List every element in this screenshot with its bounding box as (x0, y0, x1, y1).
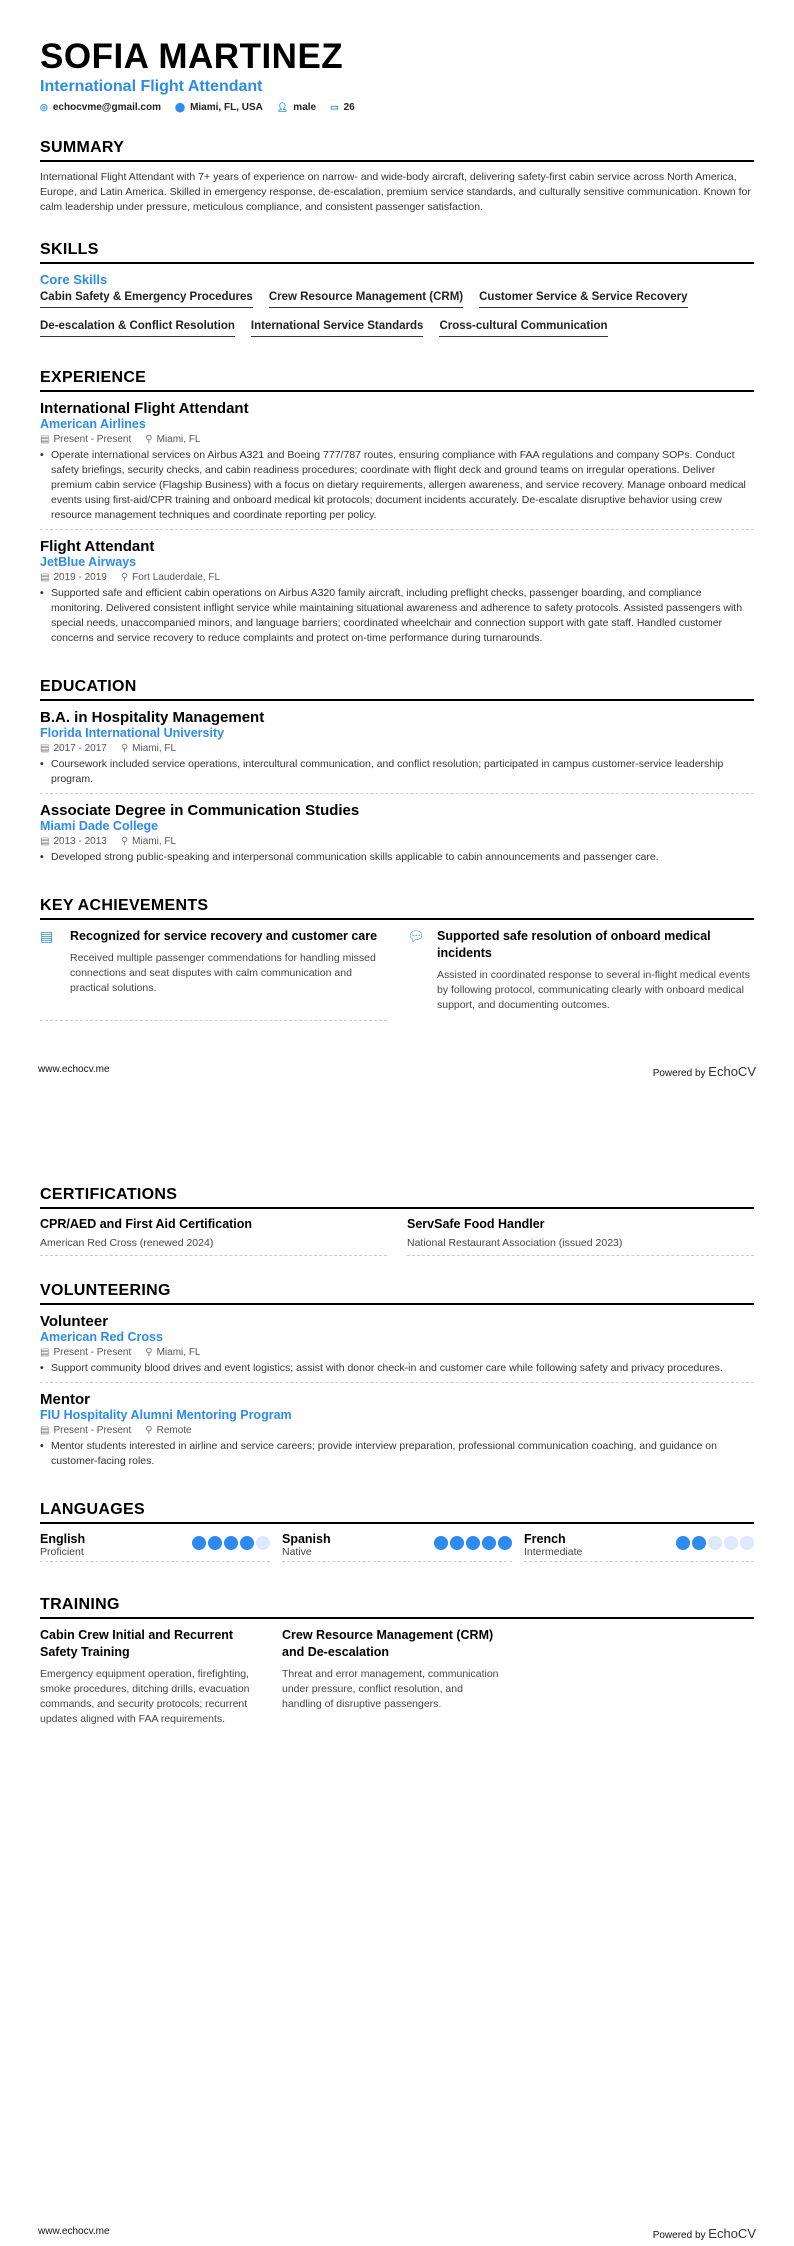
location-pin-icon: ⚲ (145, 1425, 153, 1436)
training-item (282, 1627, 502, 1727)
skill-tag: International Service Standards (251, 320, 424, 337)
bullet-text: Support community blood drives and event logistics; assist with donor check-in and customer care while following safety and privacy procedures. (51, 1362, 723, 1374)
training-section (40, 1596, 754, 1727)
rating-dot (466, 1536, 480, 1550)
section-heading: TRAINING (40, 1596, 754, 1619)
email-icon: ◎ (40, 102, 48, 112)
experience-entry: International Flight Attendant American Airlines ▤ Present - Present ⚲ Miami, FL • Operate international services on Airbus A321 and Boeing 777/787 routes, ensuring compliance with FAA regulations and company SOPs. Conduct safety briefings, security checks, and cabin readiness procedures; coordinate with flight deck and ground teams on irregular operations. Deliver premium cabin service (Flagship Business) with a focus on dietary requirements, allergen awareness, and service recovery. Manage onboard medical events using first-aid/CPR training and onboard medical kit protocols; document incidents accurately. De-escalate disruptive behavior using crew resource management techniques and coordinate reporting per policy. (40, 400, 754, 530)
rating-dot (498, 1536, 512, 1550)
skill-tag: Crew Resource Management (CRM) (269, 291, 463, 308)
rating-dot (482, 1536, 496, 1550)
resume-page-1 (0, 0, 794, 1100)
degree: Associate Degree in Communication Studies (40, 802, 360, 819)
contact-row (40, 102, 754, 113)
rating-dot (192, 1536, 206, 1550)
language-rating (434, 1536, 512, 1558)
calendar-icon: ▤ (40, 434, 50, 445)
rating-dot (240, 1536, 254, 1550)
cert-issuer: American Red Cross (renewed 2024) (40, 1237, 214, 1249)
language-name: Spanish (282, 1532, 331, 1546)
volunteer-role: Mentor (40, 1391, 90, 1408)
section-heading: SKILLS (40, 241, 754, 264)
calendar-icon: ▤ (40, 743, 50, 754)
section-heading: VOLUNTEERING (40, 1282, 754, 1305)
page-footer (38, 2226, 756, 2241)
section-heading: LANGUAGES (40, 1501, 754, 1524)
job-title: Flight Attendant (40, 538, 155, 555)
school-location: Miami, FL (132, 836, 177, 847)
bullet-text: Developed strong public-speaking and interpersonal communication skills applicable to cabin announcements and passenger care. (51, 851, 659, 863)
company: JetBlue Airways (40, 555, 137, 569)
volunteer-entry: Volunteer American Red Cross ▤ Present - Present ⚲ Miami, FL • Support community blood drives and event logistics; assist with donor check-in and customer care while following safety and privacy procedures. (40, 1313, 754, 1383)
certification-item (407, 1217, 754, 1256)
bullet-text: Coursework included service operations, intercultural communication, and conflict resolution; participated in campus customer-service leadership program. (51, 758, 724, 785)
rating-dot (724, 1536, 738, 1550)
languages-section (40, 1501, 754, 1562)
volunteer-entry: Mentor FIU Hospitality Alumni Mentoring Program ▤ Present - Present ⚲ Remote • Mentor students interested in airline and service careers; provide interview preparation, professional communication coaching, and guidance on customer-facing roles. (40, 1391, 754, 1475)
achievement-text: Received multiple passenger commendations for handling missed connections and seat disputes with calm communication and practical solutions. (70, 952, 376, 994)
rating-dot (256, 1536, 270, 1550)
location-pin-icon: ⚲ (145, 1347, 153, 1358)
organization: FIU Hospitality Alumni Mentoring Program (40, 1408, 292, 1422)
calendar-icon: ▭ (330, 102, 339, 112)
chat-icon: 💬︎ (407, 928, 425, 944)
training-item (40, 1627, 260, 1727)
skill-group-title: Core Skills (40, 272, 108, 287)
candidate-name: SOFIA MARTINEZ (40, 37, 344, 76)
cert-title: ServSafe Food Handler (407, 1217, 545, 1231)
language-level: Intermediate (524, 1546, 583, 1558)
dates: 2019 - 2019 (53, 572, 107, 583)
skill-tag: Cabin Safety & Emergency Procedures (40, 291, 253, 308)
archive-icon: ▤ (40, 928, 54, 944)
email[interactable]: echocvme@gmail.com (52, 102, 161, 113)
age: 26 (343, 102, 355, 113)
volunteer-location: Miami, FL (156, 1347, 201, 1358)
job-title: International Flight Attendant (40, 400, 249, 417)
language-rating (676, 1536, 754, 1558)
training-text: Threat and error management, communication under pressure, conflict resolution, and handling of disruptive passengers. (282, 1668, 499, 1710)
training-text: Emergency equipment operation, firefighting, smoke procedures, ditching drills, evacuation commands, and security protocols; recurrent updates aligned with FAA requirements. (40, 1668, 250, 1725)
rating-dot (676, 1536, 690, 1550)
language-item (524, 1532, 754, 1562)
achievement-title: Supported safe resolution of onboard medical incidents (437, 929, 711, 960)
skill-tag: Cross-cultural Communication (439, 320, 607, 337)
cert-issuer: National Restaurant Association (issued 2023) (407, 1237, 623, 1249)
gender: male (293, 102, 317, 113)
language-name: English (40, 1532, 86, 1546)
volunteer-location: Remote (156, 1425, 192, 1436)
section-heading: CERTIFICATIONS (40, 1186, 754, 1209)
language-level: Proficient (40, 1546, 84, 1558)
location: Miami, FL, USA (190, 102, 263, 113)
organization: American Red Cross (40, 1330, 163, 1344)
education-section (40, 678, 754, 871)
rating-dot (692, 1536, 706, 1550)
calendar-icon: ▤ (40, 1425, 50, 1436)
company: American Airlines (40, 417, 146, 431)
summary-section (40, 139, 754, 215)
page-footer (38, 1064, 756, 1079)
section-heading: SUMMARY (40, 139, 754, 162)
certifications-section (40, 1186, 754, 1256)
rating-dot (434, 1536, 448, 1550)
location-pin-icon: ⚲ (120, 836, 129, 847)
footer-powered: Powered by (652, 2230, 706, 2241)
experience-entry: Flight Attendant JetBlue Airways ▤ 2019 - 2019 ⚲ Fort Lauderdale, FL • Supported safe and efficient cabin operations on Airbus A320 family aircraft, including preflight checks, passenger boarding, and compliance monitoring. Delivered consistent inflight service while maintaining situational awareness and adherence to safety protocols. Assisted passengers with special needs, unaccompanied minors, and language barriers; coordinated wheelchair and connection support with gate staff. Handled customer concerns and service recovery to reduce complaints and protect on-time performance during turnarounds. (40, 538, 754, 652)
skills-section (40, 241, 754, 343)
location-pin-icon: ⚲ (120, 743, 129, 754)
rating-dot (708, 1536, 722, 1550)
calendar-icon: ▤ (40, 836, 50, 847)
achievement-text: Assisted in coordinated response to several in-flight medical events by following protocol, communicating clearly with onboard medical support, and documenting outcomes. (437, 969, 750, 1011)
education-entry: Associate Degree in Communication Studies Miami Dade College ▤ 2013 - 2013 ⚲ Miami, FL • Developed strong public-speaking and interpersonal communication skills applicable to cabin announcements and passenger care. (40, 802, 754, 871)
location-icon: ⬤ (174, 102, 186, 112)
school-location: Miami, FL (132, 743, 177, 754)
bullet-text: Mentor students interested in airline and service careers; provide interview preparation, professional communication coaching, and guidance on customer-facing roles. (51, 1440, 717, 1467)
calendar-icon: ▤ (40, 572, 50, 583)
location-pin-icon: ⚲ (120, 572, 129, 583)
achievements-section (40, 897, 754, 1021)
language-item (282, 1532, 512, 1562)
footer-powered: Powered by (652, 1068, 706, 1079)
education-entry: B.A. in Hospitality Management Florida International University ▤ 2017 - 2017 ⚲ Miami, FL • Coursework included service operations, intercultural communication, and conflict resolution; participated in campus customer-service leadership program. (40, 709, 754, 794)
achievement-title: Recognized for service recovery and customer care (70, 929, 378, 943)
dates: 2017 - 2017 (53, 743, 107, 754)
school: Florida International University (40, 726, 225, 740)
summary-text: International Flight Attendant with 7+ years of experience on narrow- and wide-body aircraft, delivering safety-first cabin service across North America, Europe, and Latin America. Skilled in emergency response, de-escalation, premium service standards, and culturally sensitive communication. Known for calm leadership under pressure, meticulous compliance, and consistent passenger satisfaction. (40, 171, 751, 213)
candidate-title: International Flight Attendant (40, 78, 263, 95)
location-pin-icon: ⚲ (145, 434, 153, 445)
language-name: French (524, 1532, 566, 1546)
achievement-item (407, 928, 754, 1021)
footer-brand: EchoCV (708, 1064, 756, 1079)
rating-dot (224, 1536, 238, 1550)
dates: Present - Present (53, 1425, 132, 1436)
rating-dot (450, 1536, 464, 1550)
language-item (40, 1532, 270, 1562)
training-title: Crew Resource Management (CRM) and De-escalation (282, 1628, 494, 1659)
achievement-item (40, 928, 387, 1021)
skill-tag: De-escalation & Conflict Resolution (40, 320, 235, 337)
bullet-text: Supported safe and efficient cabin operations on Airbus A320 family aircraft, including preflight checks, passenger boarding, and compliance monitoring. Delivered consistent inflight service while maintaining situational awareness and adherence to safety protocols. Assisted passengers with special needs, unaccompanied minors, and language barriers; coordinated wheelchair and connection support with gate staff. Handled customer concerns and service recovery to reduce complaints and protect on-time performance during turnarounds. (51, 587, 743, 644)
skill-tag: Customer Service & Service Recovery (479, 291, 687, 308)
section-heading: KEY ACHIEVEMENTS (40, 897, 754, 920)
user-icon: 👤︎ (276, 102, 289, 112)
school: Miami Dade College (40, 819, 159, 833)
section-heading: EDUCATION (40, 678, 754, 701)
footer-site-link[interactable]: www.echocv.me (38, 2226, 110, 2237)
cert-title: CPR/AED and First Aid Certification (40, 1217, 253, 1231)
resume-page-2 (0, 1100, 794, 2246)
job-location: Miami, FL (156, 434, 201, 445)
language-rating (192, 1536, 270, 1558)
bullet-text: Operate international services on Airbus A321 and Boeing 777/787 routes, ensuring compliance with FAA regulations and company SOPs. Conduct safety briefings, security checks, and cabin readiness procedures; coordinate with flight deck and ground teams on irregular operations. Deliver premium cabin service (Flagship Business) with a focus on dietary requirements, allergen awareness, and service recovery. Manage onboard medical events using first-aid/CPR training and onboard medical kit protocols; document incidents accurately. De-escalate disruptive behavior using crew resource management techniques and coordinate reporting per policy. (51, 449, 746, 521)
certification-item (40, 1217, 387, 1256)
rating-dot (208, 1536, 222, 1550)
dates: Present - Present (53, 1347, 132, 1358)
calendar-icon: ▤ (40, 1347, 50, 1358)
degree: B.A. in Hospitality Management (40, 709, 265, 726)
volunteer-role: Volunteer (40, 1313, 109, 1330)
section-heading: EXPERIENCE (40, 369, 754, 392)
dates: 2013 - 2013 (53, 836, 107, 847)
volunteering-section (40, 1282, 754, 1475)
training-title: Cabin Crew Initial and Recurrent Safety Training (40, 1628, 234, 1659)
language-level: Native (282, 1546, 312, 1558)
dates: Present - Present (53, 434, 132, 445)
experience-section (40, 369, 754, 652)
footer-site-link[interactable]: www.echocv.me (38, 1064, 110, 1075)
rating-dot (740, 1536, 754, 1550)
job-location: Fort Lauderdale, FL (132, 572, 220, 583)
footer-brand: EchoCV (708, 2226, 756, 2241)
